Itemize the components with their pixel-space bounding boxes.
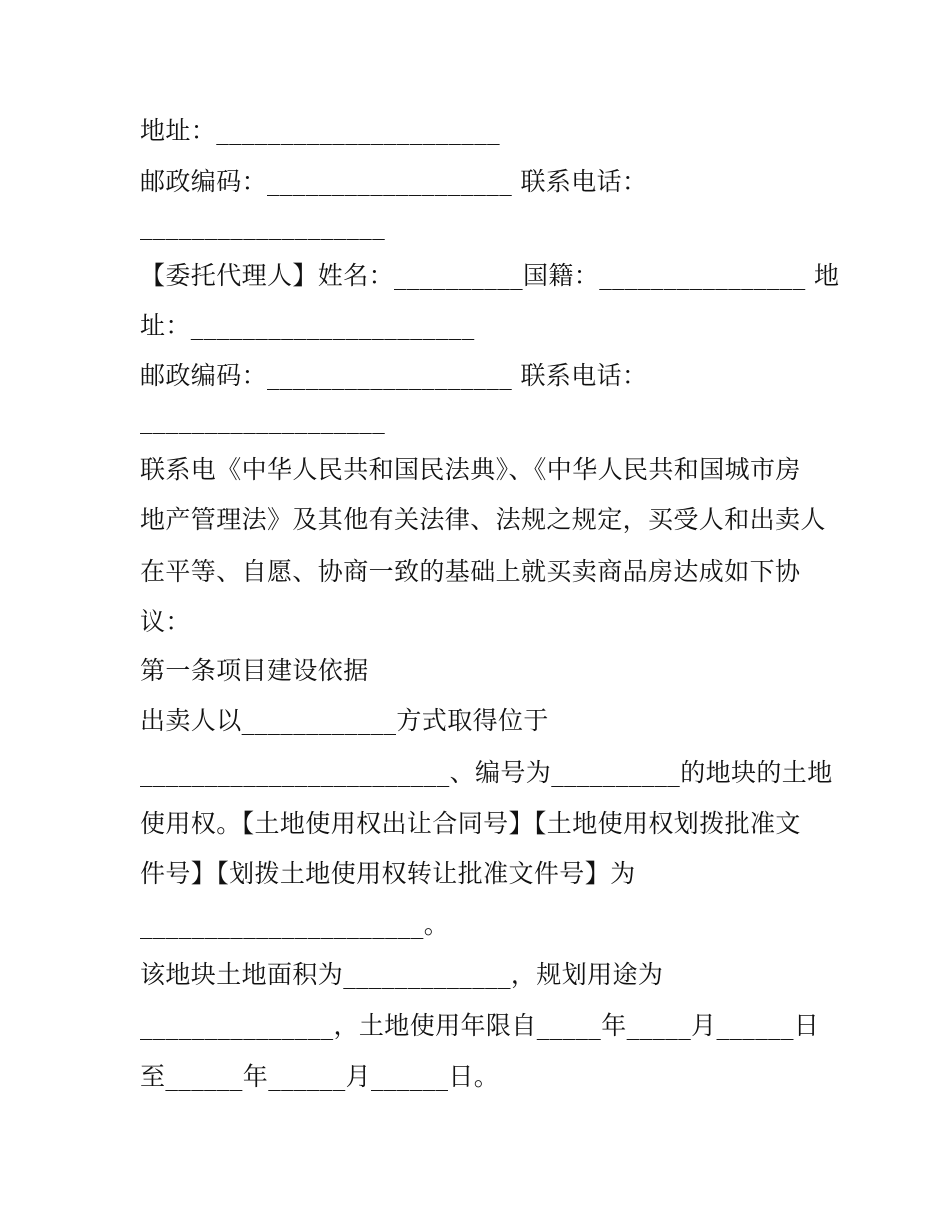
preamble-line-2: 地产管理法》及其他有关法律、法规之规定，买受人和出卖人 <box>140 505 826 534</box>
article-one-line-4: 件号】【划拨土地使用权转让批准文件号】为 <box>140 859 636 888</box>
agent-postcode-phone-line: 邮政编码：___________________ 联系电话： <box>140 361 648 390</box>
preamble-line-3: 在平等、自愿、协商一致的基础上就买卖商品房达成如下协 <box>140 557 801 586</box>
agent-name-nationality-line: 【委托代理人】姓名：__________国籍：________________ 地 <box>140 261 840 290</box>
land-term-line-2: 至______年______月______日。 <box>140 1062 500 1091</box>
seller-address-line: 地址：______________________ <box>140 116 501 145</box>
seller-postcode-phone-line: 邮政编码：___________________ 联系电话： <box>140 167 648 196</box>
agent-address-line: 址：______________________ <box>140 311 475 340</box>
article-one-line-2: ________________________、编号为__________的地块的土地 <box>140 758 833 787</box>
land-area-line: 该地块土地面积为_____________，规划用途为 <box>140 960 664 989</box>
seller-phone-blank-line: ___________________ <box>140 211 386 240</box>
article-one-heading: 第一条项目建设依据 <box>140 656 369 685</box>
agent-phone-blank-line: ___________________ <box>140 405 386 434</box>
preamble-line-1: 联系电《中华人民共和国民法典》、《中华人民共和国城市房 <box>140 455 801 484</box>
article-one-line-1: 出卖人以____________方式取得位于 <box>140 706 549 735</box>
land-term-line-1: _______________，土地使用年限自_____年_____月______日 <box>140 1011 820 1040</box>
article-one-line-5: ______________________。 <box>140 910 450 939</box>
article-one-line-3: 使用权。【土地使用权出让合同号】【土地使用权划拨批准文 <box>140 809 801 838</box>
preamble-line-4: 议： <box>140 607 191 636</box>
